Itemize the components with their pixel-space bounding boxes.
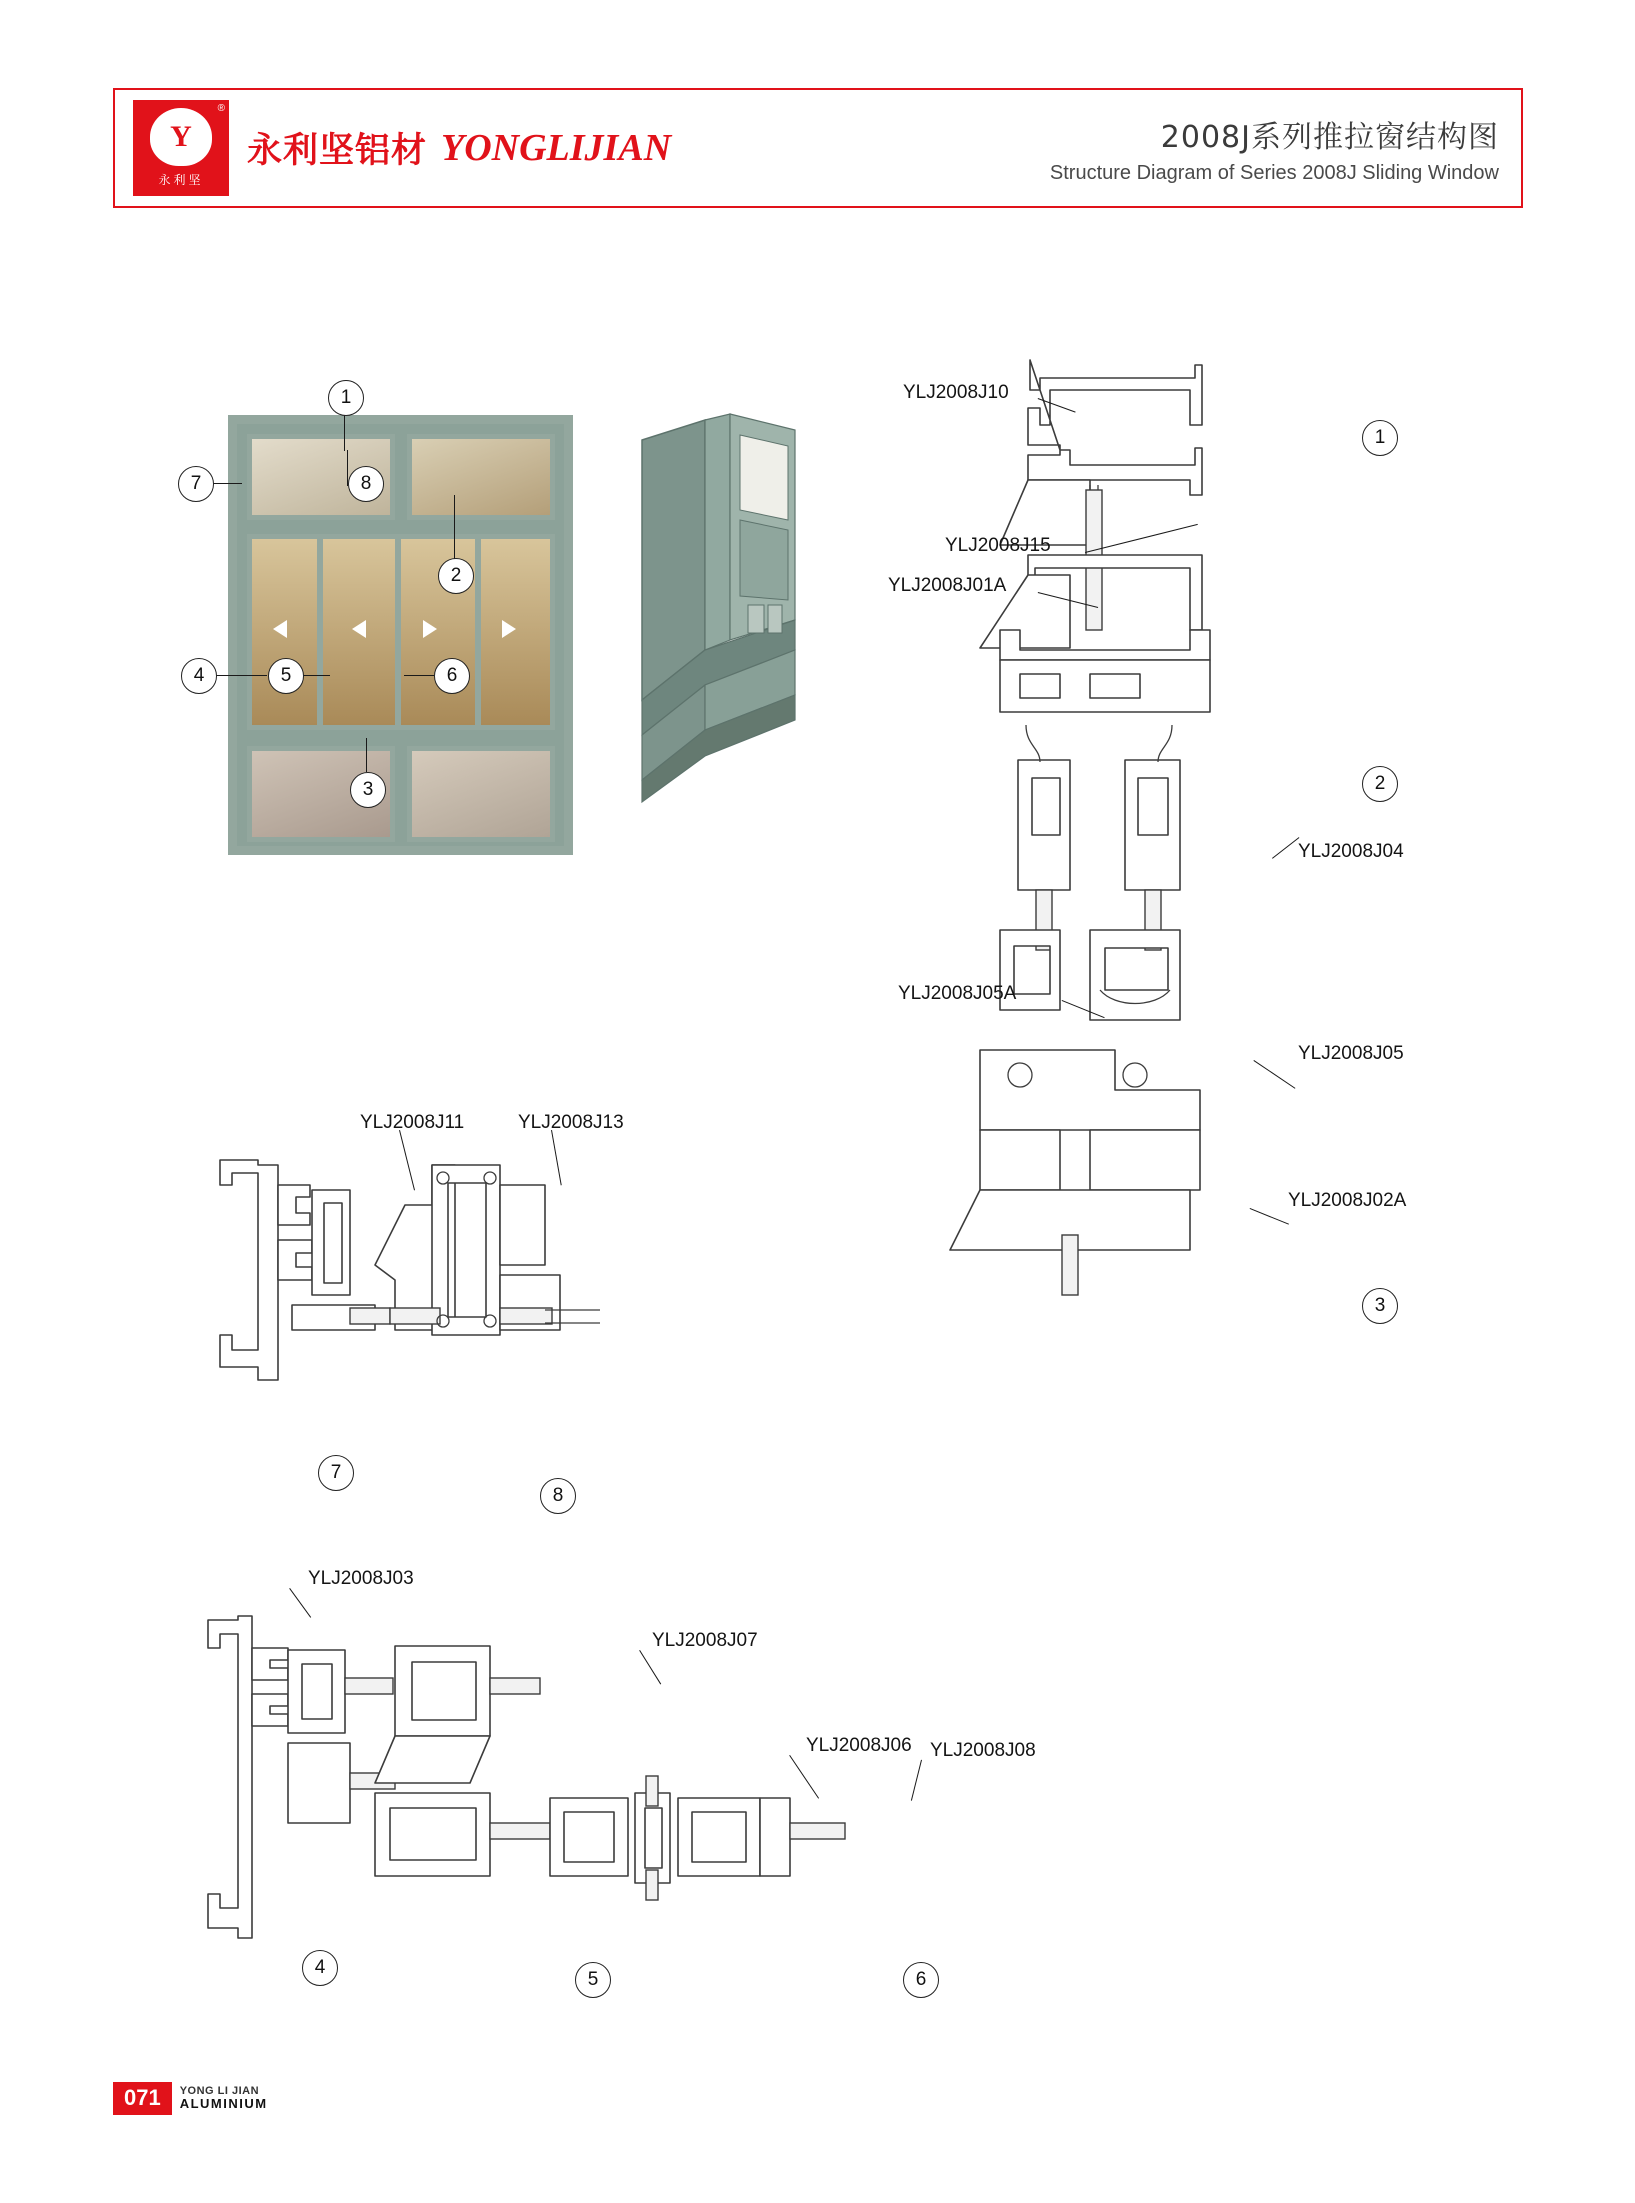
footer-brand — [180, 2086, 268, 2111]
leader-photo-3 — [366, 738, 367, 772]
photo-pane-top-right — [407, 434, 555, 520]
page-header — [113, 88, 1523, 208]
brand-name-cn: 永利坚铝材 — [247, 131, 428, 171]
page-footer — [113, 2082, 268, 2115]
callout-bottom-6: 6 — [903, 1962, 939, 1998]
photo-arrow-right-2 — [502, 620, 516, 638]
brand-block — [115, 90, 715, 206]
label-ylj2008j05a: YLJ2008J05A — [898, 983, 1017, 1004]
callout-bottom-5: 5 — [575, 1962, 611, 1998]
page-title-en: Structure Diagram of Series 2008J Sliding Window — [1049, 161, 1499, 184]
logo-letter: Y — [170, 120, 192, 153]
label-ylj2008j08: YLJ2008J08 — [930, 1740, 1036, 1761]
footer-line-2: ALUMINIUM — [179, 2096, 268, 2112]
registered-mark-icon: ® — [217, 103, 225, 114]
footer-line-1: YONG LI JIAN — [179, 2084, 260, 2097]
label-ylj2008j03: YLJ2008J03 — [308, 1568, 414, 1589]
page-title-cn: 2008J系列推拉窗结构图 — [1160, 119, 1499, 155]
leader-photo-7 — [212, 483, 242, 484]
callout-photo-6: 6 — [434, 658, 470, 694]
leader-photo-5 — [302, 675, 330, 676]
company-logo — [133, 100, 229, 196]
label-ylj2008j01a: YLJ2008J01A — [888, 575, 1007, 596]
photo-divider-1 — [317, 534, 323, 730]
callout-photo-7: 7 — [178, 466, 214, 502]
callout-photo-4: 4 — [181, 658, 217, 694]
logo-subtext: 永利坚 — [158, 173, 204, 187]
label-ylj2008j05: YLJ2008J05 — [1298, 1043, 1404, 1064]
page-number: 071 — [113, 2082, 172, 2115]
leader-photo-1 — [344, 413, 345, 451]
callout-right-1: 1 — [1362, 420, 1398, 456]
photo-arrow-left-1 — [273, 620, 287, 638]
sliding-window-photo — [228, 415, 573, 855]
callout-photo-5: 5 — [268, 658, 304, 694]
corner-assembly-photo — [610, 400, 840, 810]
photo-arrow-left-2 — [352, 620, 366, 638]
label-ylj2008j15: YLJ2008J15 — [945, 535, 1051, 556]
callout-photo-2: 2 — [438, 558, 474, 594]
bottom-row-profile-diagram — [190, 1608, 1190, 1948]
right-column-profile-diagram — [940, 330, 1500, 1430]
label-ylj2008j06: YLJ2008J06 — [806, 1735, 912, 1756]
callout-right-3: 3 — [1362, 1288, 1398, 1324]
callout-photo-8: 8 — [348, 466, 384, 502]
label-ylj2008j10: YLJ2008J10 — [903, 382, 1009, 403]
callout-middle-8: 8 — [540, 1478, 576, 1514]
photo-divider-2 — [395, 534, 401, 730]
callout-photo-1: 1 — [328, 380, 364, 416]
callout-middle-7: 7 — [318, 1455, 354, 1491]
callout-right-2: 2 — [1362, 766, 1398, 802]
label-ylj2008j07: YLJ2008J07 — [652, 1630, 758, 1651]
label-ylj2008j02a: YLJ2008J02A — [1288, 1190, 1407, 1211]
brand-name-en: YONGLIJIAN — [441, 127, 672, 169]
photo-divider-3 — [475, 534, 481, 730]
photo-arrow-right-1 — [423, 620, 437, 638]
leader-photo-4 — [215, 675, 267, 676]
title-block — [715, 90, 1521, 206]
label-ylj2008j13: YLJ2008J13 — [518, 1112, 624, 1133]
label-ylj2008j04: YLJ2008J04 — [1298, 841, 1404, 862]
callout-bottom-4: 4 — [302, 1950, 338, 1986]
middle-row-profile-diagram — [200, 1145, 740, 1435]
photo-pane-bottom-right — [407, 746, 555, 842]
label-ylj2008j11: YLJ2008J11 — [360, 1112, 465, 1133]
leader-photo-6 — [404, 675, 434, 676]
logo-glyph — [150, 108, 212, 166]
callout-photo-3: 3 — [350, 772, 386, 808]
